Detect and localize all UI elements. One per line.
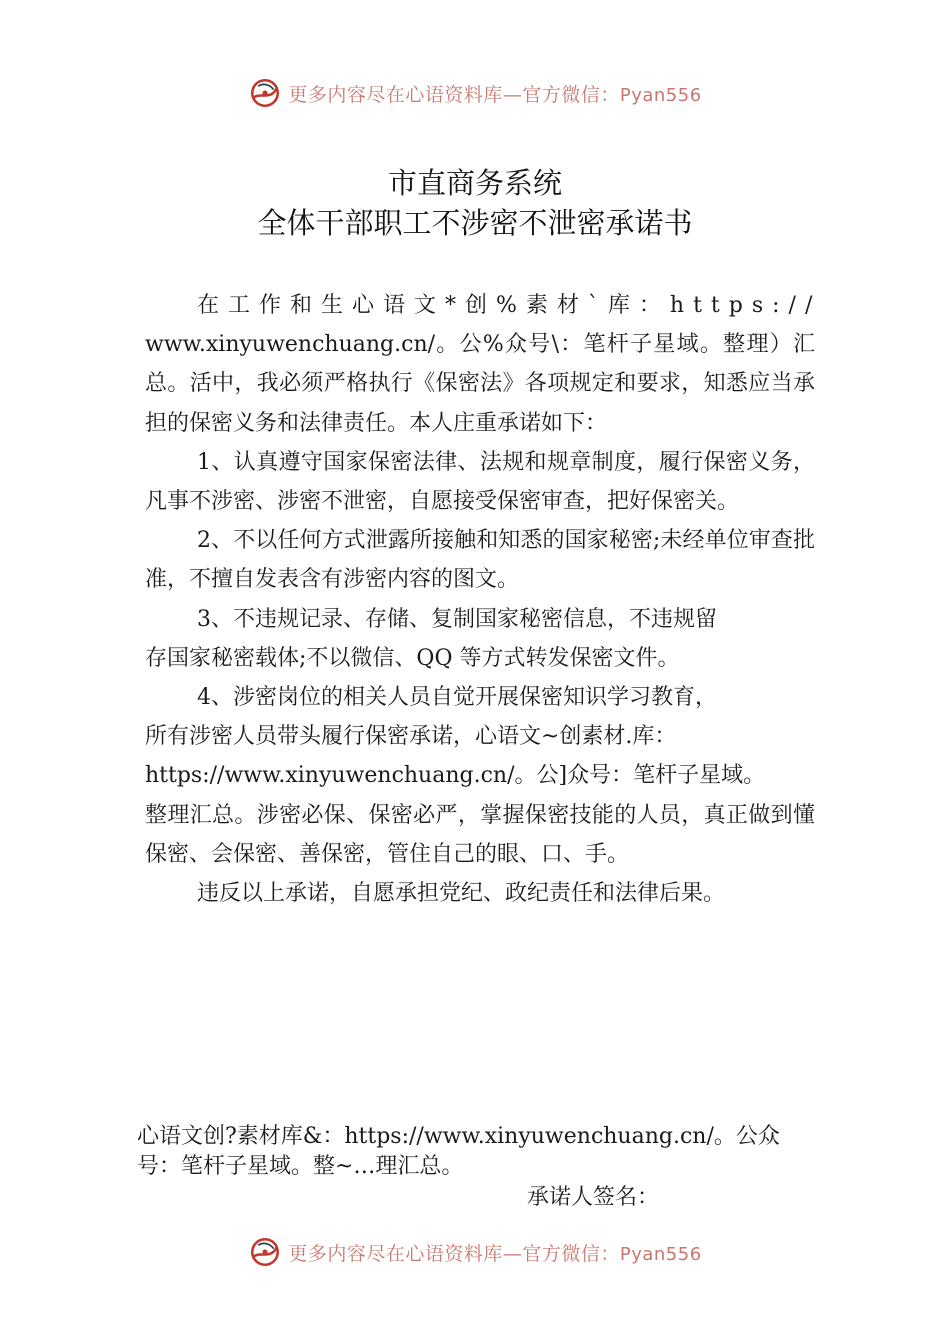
document-title-line1: 市直商务系统 (387, 166, 562, 200)
commitment-item-4-rest: 整理汇总。涉密必保、保密必严，掌握保密技能的人员，真正做到懂保密、会保密、善保密，管住自己的眼、口、手。 (145, 802, 815, 867)
commitment-item-3-line1: 3、不违规记录、存储、复制国家秘密信息，不违规留 (197, 606, 717, 632)
footer-note-line1: 心语文创?素材库&：https://www.xinyuwenchuang.cn/。公众 (137, 1124, 780, 1149)
watermark-text: 更多内容尽在心语资料库—官方微信：Pyan556 (288, 1242, 702, 1265)
commitment-item-2: 2、不以任何方式泄露所接触和知悉的国家秘密;未经单位审查批准，不擅自发表含有涉密内容的图文。 (145, 528, 815, 593)
watermark-banner-top (0, 73, 950, 113)
commitment-item-4-line3: https://www.xinyuwenchuang.cn/。公]众号：笔杆子星域。 (145, 763, 766, 789)
closing-statement: 违反以上承诺，自愿承担党纪、政纪责任和法律后果。 (197, 881, 726, 907)
signature-label: 承诺人签名： (527, 1185, 660, 1210)
swirl-logo-icon (248, 1235, 282, 1269)
commitment-item-1: 1、认真遵守国家保密法律、法规和规章制度，履行保密义务，凡事不涉密、涉密不泄密，自愿接受保密审查，把好保密关。 (145, 449, 815, 515)
document-title-line2: 全体干部职工不涉密不泄密承诺书 (257, 206, 693, 240)
swirl-logo-icon (248, 76, 282, 110)
watermark-text: 更多内容尽在心语资料库—官方微信：Pyan556 (288, 83, 702, 106)
commitment-item-4-line1: 4、涉密岗位的相关人员自觉开展保密知识学习教育， (197, 685, 717, 711)
footer-note (137, 1122, 827, 1182)
document-body (145, 286, 822, 913)
commitment-item-4-line2: 所有涉密人员带头履行保密承诺，心语文~创素材.库： (145, 724, 677, 750)
commitment-item-3-line2: 存国家秘密载体;不以微信、QQ 等方式转发保密文件。 (145, 645, 680, 671)
watermark-banner-bottom (0, 1232, 950, 1272)
intro-paragraph: www.xinyuwenchuang.cn/。公%众号\：笔杆子星域。整理）汇总。活中，我必须严格执行《保密法》各项规定和要求，知悉应当承担的保密义务和法律责任。本人庄重承诺如下： (145, 332, 815, 436)
footer-note-line2: 号：笔杆子星域。整~…理汇总。 (137, 1154, 464, 1179)
intro-line1: 在工作和生心语文*创%素材`库：https:// (197, 293, 822, 318)
